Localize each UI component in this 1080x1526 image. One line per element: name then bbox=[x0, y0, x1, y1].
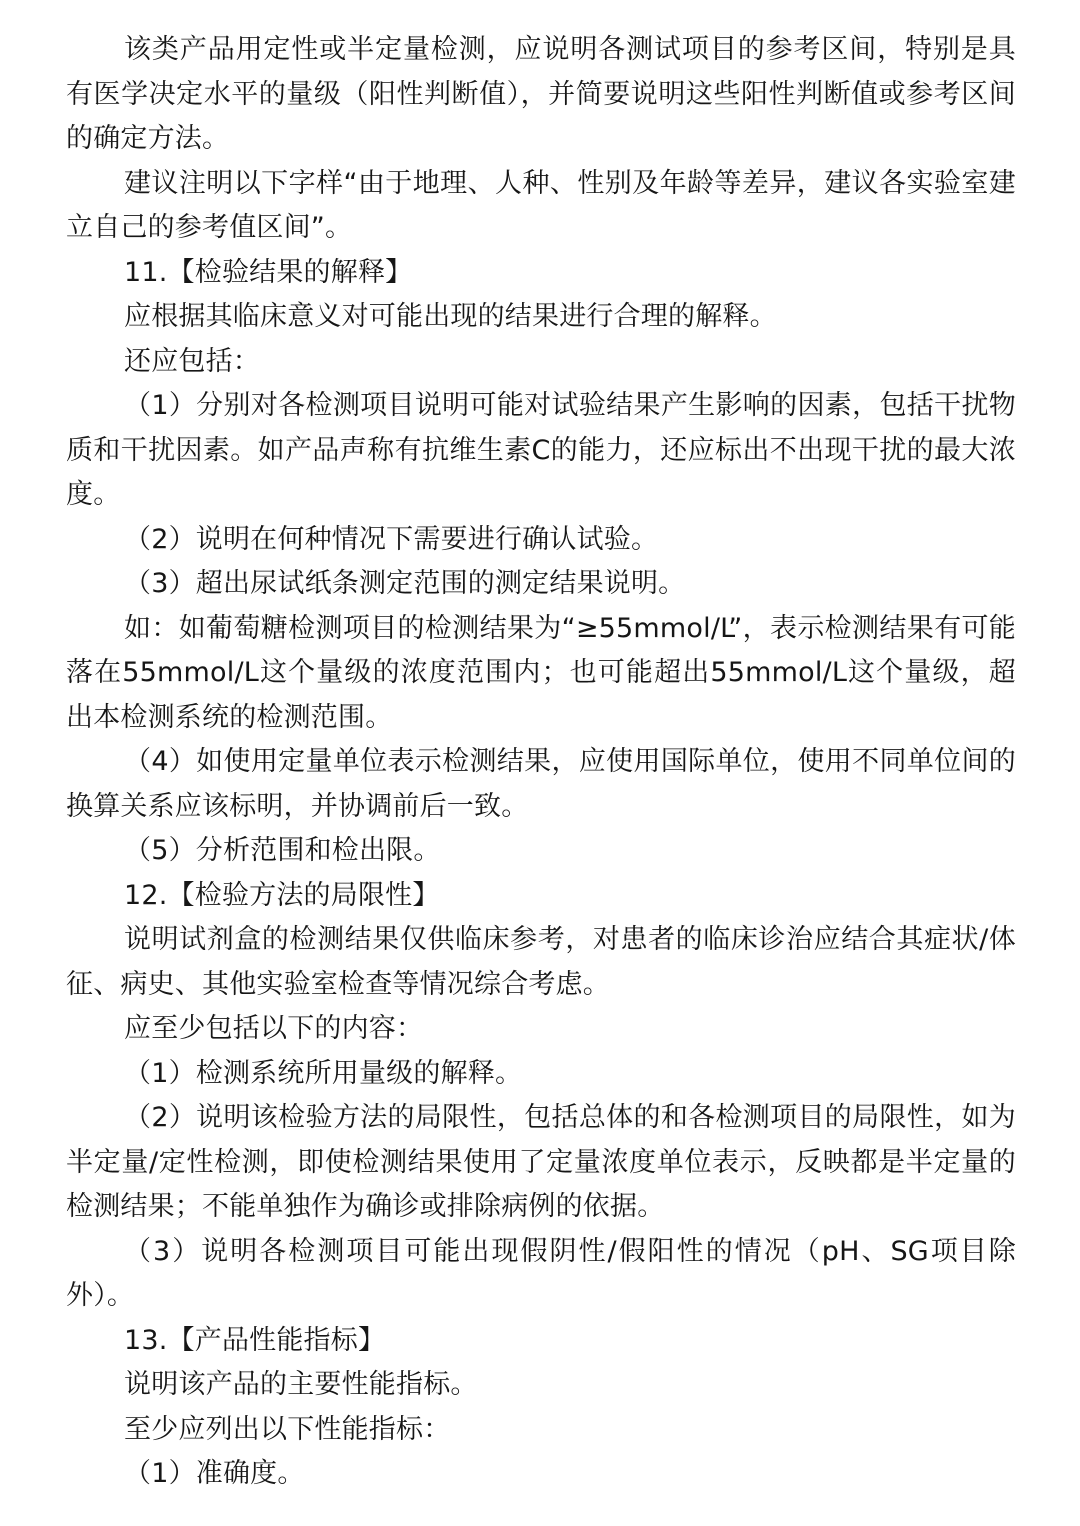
paragraph: 说明试剂盒的检测结果仅供临床参考，对患者的临床诊治应结合其症状/体征、病史、其他实验室检查等情况综合考虑。 bbox=[66, 924, 1016, 1000]
paragraph: 应至少包括以下的内容： bbox=[124, 1013, 424, 1044]
section-heading-13: 13.【产品性能指标】 bbox=[124, 1324, 386, 1356]
paragraph: 说明该产品的主要性能指标。 bbox=[124, 1369, 478, 1400]
paragraph: 至少应列出以下性能指标： bbox=[124, 1413, 451, 1445]
list-item: （1）分别对各检测项目说明可能对试验结果产生影响的因素，包括干扰物质和干扰因素。如产品声称有抗维生素C的能力，还应标出不出现干扰的最大浓度。 bbox=[66, 390, 1016, 510]
paragraph: 还应包括： bbox=[124, 345, 260, 377]
section-heading-12: 12.【检验方法的局限性】 bbox=[124, 879, 440, 911]
list-item: （4）如使用定量单位表示检测结果，应使用国际单位，使用不同单位间的换算关系应该标明，并协调前后一致。 bbox=[66, 746, 1016, 822]
paragraph-recommendation: 建议注明以下字样“由于地理、人种、性别及年龄等差异，建议各实验室建立自己的参考值区间”。 bbox=[66, 167, 1016, 243]
paragraph: 应根据其临床意义对可能出现的结果进行合理的解释。 bbox=[124, 301, 777, 332]
list-item: （3）说明各检测项目可能出现假阴性/假阳性的情况（pH、SG项目除外）。 bbox=[66, 1235, 1016, 1311]
paragraph-reference-interval: 该类产品用定性或半定量检测，应说明各测试项目的参考区间，特别是具有医学决定水平的量级（阳性判断值），并简要说明这些阳性判断值或参考区间的确定方法。 bbox=[66, 34, 1016, 154]
list-item: （1）准确度。 bbox=[124, 1458, 305, 1489]
list-item: （3）超出尿试纸条测定范围的测定结果说明。 bbox=[124, 568, 686, 599]
paragraph-example: 如：如葡萄糖检测项目的检测结果为“≥55mmol/L”，表示检测结果有可能落在55mmol/L这个量级的浓度范围内；也可能超出55mmol/L这个量级，超出本检测系统的检测范围。 bbox=[66, 612, 1016, 733]
list-item: （1）检测系统所用量级的解释。 bbox=[124, 1057, 523, 1089]
list-item: （2）说明该检验方法的局限性，包括总体的和各检测项目的局限性，如为半定量/定性检测，即使检测结果使用了定量浓度单位表示，反映都是半定量的检测结果；不能单独作为确诊或排除病例的依据。 bbox=[66, 1102, 1016, 1222]
list-item: （5）分析范围和检出限。 bbox=[124, 835, 441, 866]
section-heading-11: 11.【检验结果的解释】 bbox=[124, 256, 413, 288]
list-item: （2）说明在何种情况下需要进行确认试验。 bbox=[124, 523, 659, 555]
